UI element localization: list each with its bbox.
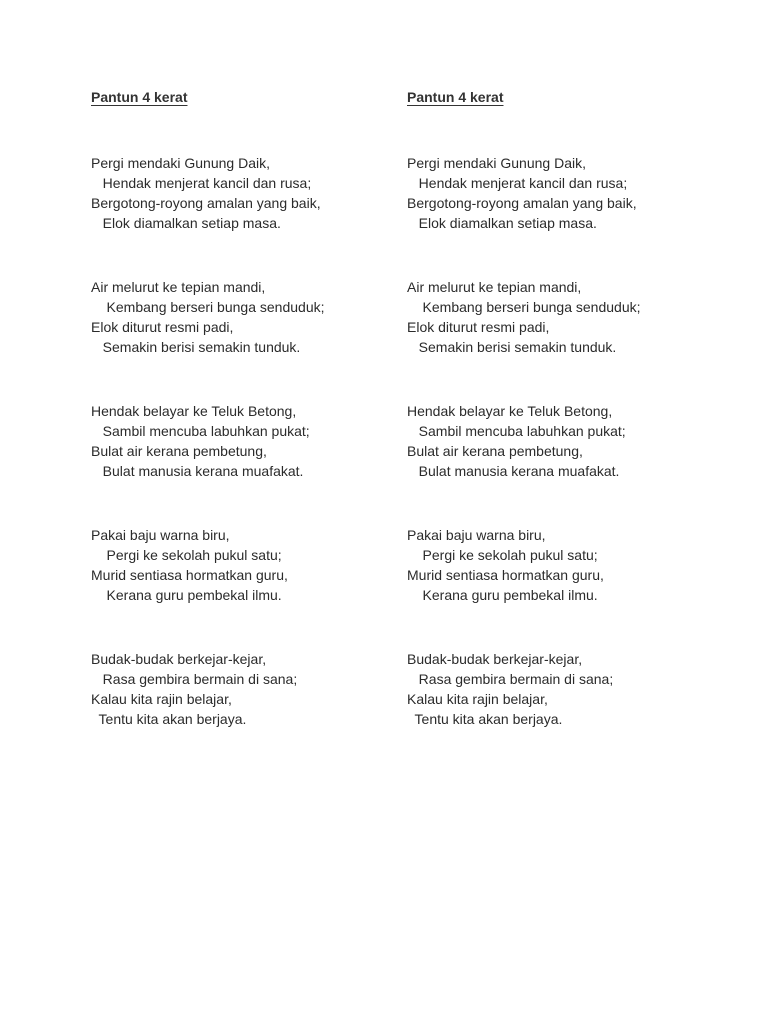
pantun-stanza <box>91 153 411 233</box>
pantun-line: Murid sentiasa hormatkan guru, <box>91 567 288 583</box>
pantun-stanza <box>91 401 411 481</box>
pantun-line: Pakai baju warna biru, <box>407 527 546 543</box>
pantun-line: Pergi mendaki Gunung Daik, <box>91 155 270 171</box>
pantun-stanza <box>407 525 727 605</box>
pantun-line: Sambil mencuba labuhkan pukat; <box>91 423 310 439</box>
pantun-line: Elok diamalkan setiap masa. <box>407 215 597 231</box>
pantun-line: Budak-budak berkejar-kejar, <box>407 651 583 667</box>
pantun-stanza <box>91 649 411 729</box>
pantun-line: Bulat air kerana pembetung, <box>91 443 267 459</box>
pantun-line: Kembang berseri bunga senduduk; <box>91 299 325 315</box>
pantun-line: Bulat manusia kerana muafakat. <box>407 463 620 479</box>
pantun-line: Tentu kita akan berjaya. <box>91 711 247 727</box>
pantun-stanza <box>407 153 727 233</box>
pantun-line: Rasa gembira bermain di sana; <box>91 671 298 687</box>
pantun-stanza <box>91 525 411 605</box>
pantun-line: Kalau kita rajin belajar, <box>407 691 548 707</box>
pantun-line: Pergi ke sekolah pukul satu; <box>407 547 598 563</box>
stanza-list <box>91 153 411 729</box>
pantun-line: Budak-budak berkejar-kejar, <box>91 651 267 667</box>
pantun-line: Kerana guru pembekal ilmu. <box>91 587 282 603</box>
pantun-line: Kalau kita rajin belajar, <box>91 691 232 707</box>
pantun-line: Hendak belayar ke Teluk Betong, <box>91 403 297 419</box>
pantun-stanza <box>91 277 411 357</box>
pantun-line: Bulat manusia kerana muafakat. <box>91 463 304 479</box>
pantun-line: Murid sentiasa hormatkan guru, <box>407 567 604 583</box>
pantun-line: Pakai baju warna biru, <box>91 527 230 543</box>
pantun-line: Pergi mendaki Gunung Daik, <box>407 155 586 171</box>
pantun-stanza <box>407 277 727 357</box>
left-column <box>91 87 411 773</box>
column-heading: Pantun 4 kerat <box>91 89 188 105</box>
pantun-line: Hendak menjerat kancil dan rusa; <box>407 175 628 191</box>
pantun-line: Hendak menjerat kancil dan rusa; <box>91 175 312 191</box>
pantun-line: Semakin berisi semakin tunduk. <box>407 339 617 355</box>
pantun-line: Pergi ke sekolah pukul satu; <box>91 547 282 563</box>
pantun-line: Elok diturut resmi padi, <box>91 319 234 335</box>
pantun-line: Air melurut ke tepian mandi, <box>407 279 582 295</box>
pantun-line: Tentu kita akan berjaya. <box>407 711 563 727</box>
pantun-line: Bergotong-royong amalan yang baik, <box>407 195 637 211</box>
pantun-line: Bergotong-royong amalan yang baik, <box>91 195 321 211</box>
pantun-line: Kembang berseri bunga senduduk; <box>407 299 641 315</box>
pantun-line: Sambil mencuba labuhkan pukat; <box>407 423 626 439</box>
right-column <box>407 87 727 773</box>
stanza-list <box>407 153 727 729</box>
pantun-stanza <box>407 401 727 481</box>
pantun-line: Elok diamalkan setiap masa. <box>91 215 281 231</box>
pantun-line: Bulat air kerana pembetung, <box>407 443 583 459</box>
pantun-stanza <box>407 649 727 729</box>
pantun-line: Rasa gembira bermain di sana; <box>407 671 614 687</box>
pantun-line: Semakin berisi semakin tunduk. <box>91 339 301 355</box>
pantun-line: Elok diturut resmi padi, <box>407 319 550 335</box>
pantun-line: Hendak belayar ke Teluk Betong, <box>407 403 613 419</box>
pantun-line: Kerana guru pembekal ilmu. <box>407 587 598 603</box>
pantun-line: Air melurut ke tepian mandi, <box>91 279 266 295</box>
column-heading: Pantun 4 kerat <box>407 89 504 105</box>
